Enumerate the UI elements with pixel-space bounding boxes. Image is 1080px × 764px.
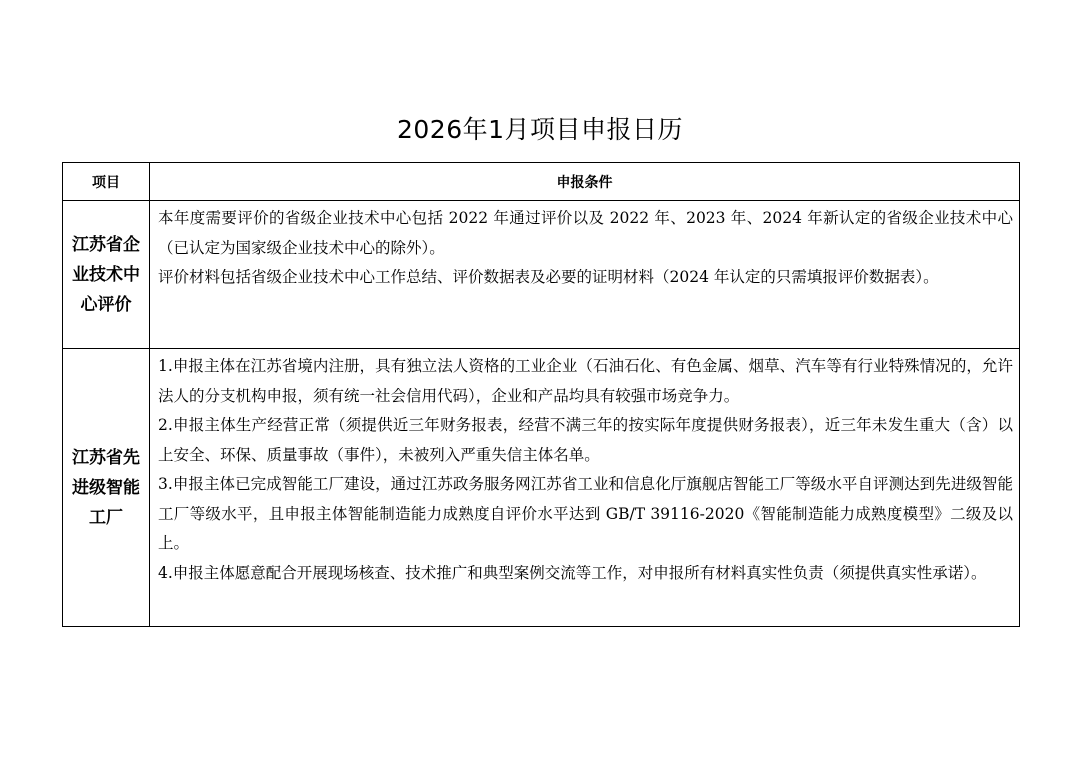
header-conditions: 申报条件 (150, 163, 1020, 201)
item-name-cell: 江苏省企业技术中心评价 (63, 201, 150, 349)
table-header-row (63, 163, 1020, 201)
document-title: 2026年1月项目申报日历 (396, 115, 684, 144)
item-name-cell: 江苏省先进级智能工厂 (63, 349, 150, 627)
header-item: 项目 (63, 163, 150, 201)
conditions-cell (150, 201, 1020, 349)
table-row (63, 201, 1020, 349)
condition-paragraph: 2.申报主体生产经营正常（须提供近三年财务报表，经营不满三年的按实际年度提供财务报表），近三年未发生重大（含）以上安全、环保、质量事故（事件），未被列入严重失信主体名单。 (158, 416, 1013, 464)
condition-paragraph: 本年度需要评价的省级企业技术中心包括 2022 年通过评价以及 2022 年、2023 年、2024 年新认定的省级企业技术中心（已认定为国家级企业技术中心的除外）。 (158, 209, 1013, 257)
conditions-cell (150, 349, 1020, 627)
application-calendar-table (62, 162, 1020, 627)
condition-paragraph: 3.申报主体已完成智能工厂建设，通过江苏政务服务网江苏省工业和信息化厅旗舰店智能工厂等级水平自评测达到先进级智能工厂等级水平，且申报主体智能制造能力成熟度自评价水平达到 GB/T 39116-2020《智能制造能力成熟度模型》二级及以上。 (158, 475, 1013, 552)
condition-paragraph: 评价材料包括省级企业技术中心工作总结、评价数据表及必要的证明材料（2024 年认定的只需填报评价数据表）。 (158, 268, 939, 286)
condition-paragraph: 4.申报主体愿意配合开展现场核查、技术推广和典型案例交流等工作，对申报所有材料真实性负责（须提供真实性承诺）。 (158, 563, 987, 582)
condition-paragraph: 1.申报主体在江苏省境内注册，具有独立法人资格的工业企业（石油石化、有色金属、烟草、汽车等有行业特殊情况的，允许法人的分支机构申报，须有统一社会信用代码），企业和产品均具有较强市场竞争力。 (158, 357, 1013, 405)
table-row (63, 349, 1020, 627)
